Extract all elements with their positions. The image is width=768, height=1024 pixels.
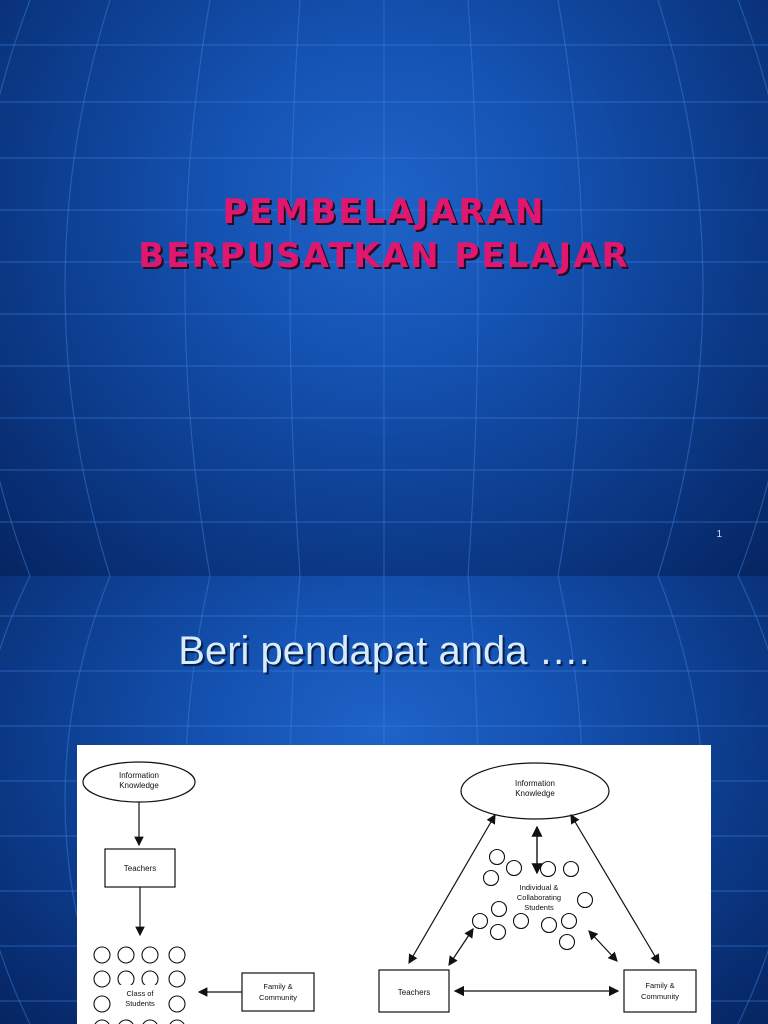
right-arrow-students-teachers: [449, 929, 473, 965]
slide-heading: Beri pendapat anda ….: [178, 629, 590, 673]
right-arrow-info-teachers: [409, 815, 495, 963]
page-number: 1: [716, 529, 722, 540]
right-info-label-1: Information: [514, 779, 556, 788]
comparison-diagram: [77, 745, 711, 1024]
left-family-box: [242, 973, 314, 1011]
title-line-2: BERPUSATKAN PELAJAR: [138, 236, 630, 276]
title-line-1: PEMBELAJARAN: [222, 192, 546, 232]
right-students-label-3: Students: [524, 903, 554, 912]
diagram-svg: [77, 745, 711, 1024]
left-class-label-1: Class of: [126, 989, 154, 998]
right-info-label-2: Knowledge: [515, 789, 555, 798]
left-family-label-2: Community: [259, 993, 297, 1002]
right-family-label-1: Family &: [645, 981, 675, 990]
right-students-label-2: Collaborating: [516, 893, 562, 902]
left-model: [83, 762, 314, 1024]
slide-title: [0, 190, 768, 278]
left-info-label-2: Knowledge: [119, 781, 159, 790]
left-info-label-1: Information: [118, 771, 160, 780]
slide-2: [0, 576, 768, 1024]
left-class-label-2: Students: [125, 999, 155, 1008]
right-teachers-label: Teachers: [397, 988, 431, 997]
right-family-box: [624, 970, 696, 1012]
right-family-label-2: Community: [641, 992, 679, 1001]
right-arrow-info-family: [571, 815, 659, 963]
right-arrow-students-family: [589, 931, 617, 961]
left-teachers-label: Teachers: [123, 864, 157, 873]
left-family-label-1: Family &: [263, 982, 293, 991]
right-students-label-1: Individual &: [519, 883, 559, 892]
right-model: [379, 763, 696, 1012]
